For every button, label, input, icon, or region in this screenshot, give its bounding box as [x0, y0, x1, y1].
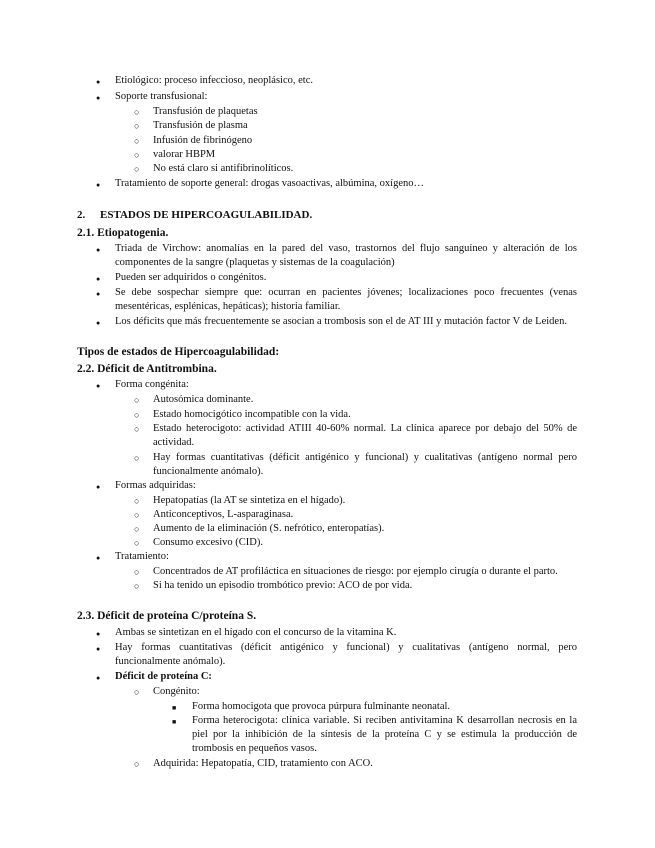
bullet-circle: ○: [134, 136, 140, 146]
bullet-circle: ○: [134, 538, 140, 548]
list-item: Forma congénita:: [115, 379, 189, 390]
list-item: Consumo excesivo (CID).: [153, 537, 263, 548]
bullet-circle: ○: [134, 510, 140, 520]
bullet-circle: ○: [134, 581, 140, 591]
list-item: Anticonceptivos, L-asparaginasa.: [153, 509, 294, 520]
bullet-circle: ○: [134, 687, 140, 697]
list-item: valorar HBPM: [153, 149, 216, 160]
subsection-title: 2.1. Etiopatogenia.: [77, 227, 169, 239]
list-item: Triada de Virchow: anomalías en la pared del vaso, trastornos del flujo sanguíneo y alteración de los componentes de la sangre (plaquetas y sistemas de la coagulación): [115, 243, 577, 268]
list-item: Hay formas cuantitativas (déficit antigénico y funcional) y cualitativas (antígeno normal pero funcionalmente anómalo).: [153, 452, 577, 477]
list-item: Soporte transfusional:: [115, 91, 208, 102]
list-item: Concentrados de AT profiláctica en situaciones de riesgo: por ejemplo cirugía o durante el parto.: [153, 566, 558, 577]
bullet-circle: ○: [134, 121, 140, 131]
list-item: Infusión de fibrinógeno: [153, 135, 253, 146]
list-item: Hepatopatías (la AT se sintetiza en el hígado).: [153, 495, 346, 506]
list-item: Tratamiento de soporte general: drogas vasoactivas, albúmina, oxígeno…: [115, 178, 424, 189]
section-title: ESTADOS DE HIPERCOAGULABILIDAD.: [100, 209, 313, 221]
bullet-dot: ●: [96, 674, 101, 682]
list-item: Congénito:: [153, 686, 200, 697]
list-item: Pueden ser adquiridos o congénitos.: [115, 272, 267, 283]
list-item: Forma heterocigota: clínica variable. Si reciben antivitamina K desarrollan necrosis en la piel por la inhibición de la síntesis de la proteína C y se estimula la producción de trombosis en pequeños vasos.: [192, 715, 577, 754]
types-title: Tipos de estados de Hipercoagulabilidad:: [77, 346, 280, 358]
list-item: Transfusión de plasma: [153, 120, 248, 131]
bullet-circle: ○: [134, 567, 140, 577]
bullet-dot: ●: [96, 275, 101, 283]
bullet-circle: ○: [134, 150, 140, 160]
bullet-dot: ●: [96, 554, 101, 562]
bullet-square: ■: [172, 704, 177, 712]
list-item: Se debe sospechar siempre que: ocurran en pacientes jóvenes; localizaciones poco frecuentes (venas mesentéricas, esplénicas, hepáticas); historia familiar.: [115, 287, 577, 312]
bullet-dot: ●: [96, 319, 101, 327]
bullet-dot: ●: [96, 78, 101, 86]
bullet-dot: ●: [96, 181, 101, 189]
bullet-circle: ○: [134, 395, 140, 405]
list-item: Los déficits que más frecuentemente se asocian a trombosis son el de AT III y mutación factor V de Leiden.: [115, 316, 567, 327]
list-item: Ambas se sintetizan en el hígado con el concurso de la vitamina K.: [115, 627, 397, 638]
list-item: Transfusión de plaquetas: [153, 106, 258, 117]
subsection-title: 2.2. Déficit de Antitrombina.: [77, 363, 217, 375]
bullet-dot: ●: [96, 630, 101, 638]
subsection-title: 2.3. Déficit de proteína C/proteína S.: [77, 610, 257, 622]
bullet-dot: ●: [96, 94, 101, 102]
bullet-circle: ○: [134, 164, 140, 174]
list-item: Forma homocigota que provoca púrpura fulminante neonatal.: [192, 701, 451, 712]
bullet-circle: ○: [134, 424, 140, 434]
bullet-circle: ○: [134, 453, 140, 463]
list-item: Etiológico: proceso infeccioso, neoplásico, etc.: [115, 75, 313, 86]
list-item: Autosómica dominante.: [153, 394, 254, 405]
bullet-square: ■: [172, 718, 177, 726]
bullet-circle: ○: [134, 107, 140, 117]
list-item: Adquirida: Hepatopatía, CID, tratamiento con ACO.: [153, 758, 373, 769]
list-item: Estado homocigótico incompatible con la vida.: [153, 409, 351, 420]
list-item: Aumento de la eliminación (S. nefrótico, enteropatías).: [153, 523, 385, 534]
list-item: Formas adquiridas:: [115, 480, 196, 491]
bullet-dot: ●: [96, 645, 101, 653]
list-item: Hay formas cuantitativas (déficit antigénico y funcional) y cualitativas (antígeno normal, pero funcionalmente anómalo).: [115, 642, 577, 667]
bullet-dot: ●: [96, 483, 101, 491]
bullet-circle: ○: [134, 410, 140, 420]
bullet-circle: ○: [134, 496, 140, 506]
bullet-dot: ●: [96, 246, 101, 254]
bullet-circle: ○: [134, 759, 140, 769]
bullet-circle: ○: [134, 524, 140, 534]
bullet-dot: ●: [96, 290, 101, 298]
list-item: Tratamiento:: [115, 551, 169, 562]
list-item: No está claro si antifibrinolíticos.: [153, 163, 294, 174]
list-item: Estado heterocigoto: actividad ATIII 40-60% normal. La clínica aparece por debajo del 50% de actividad.: [153, 423, 577, 448]
list-item: Si ha tenido un episodio trombótico previo: ACO de por vida.: [153, 580, 413, 591]
list-item: Déficit de proteína C:: [115, 671, 212, 682]
section-number: 2.: [77, 209, 86, 221]
bullet-dot: ●: [96, 382, 101, 390]
